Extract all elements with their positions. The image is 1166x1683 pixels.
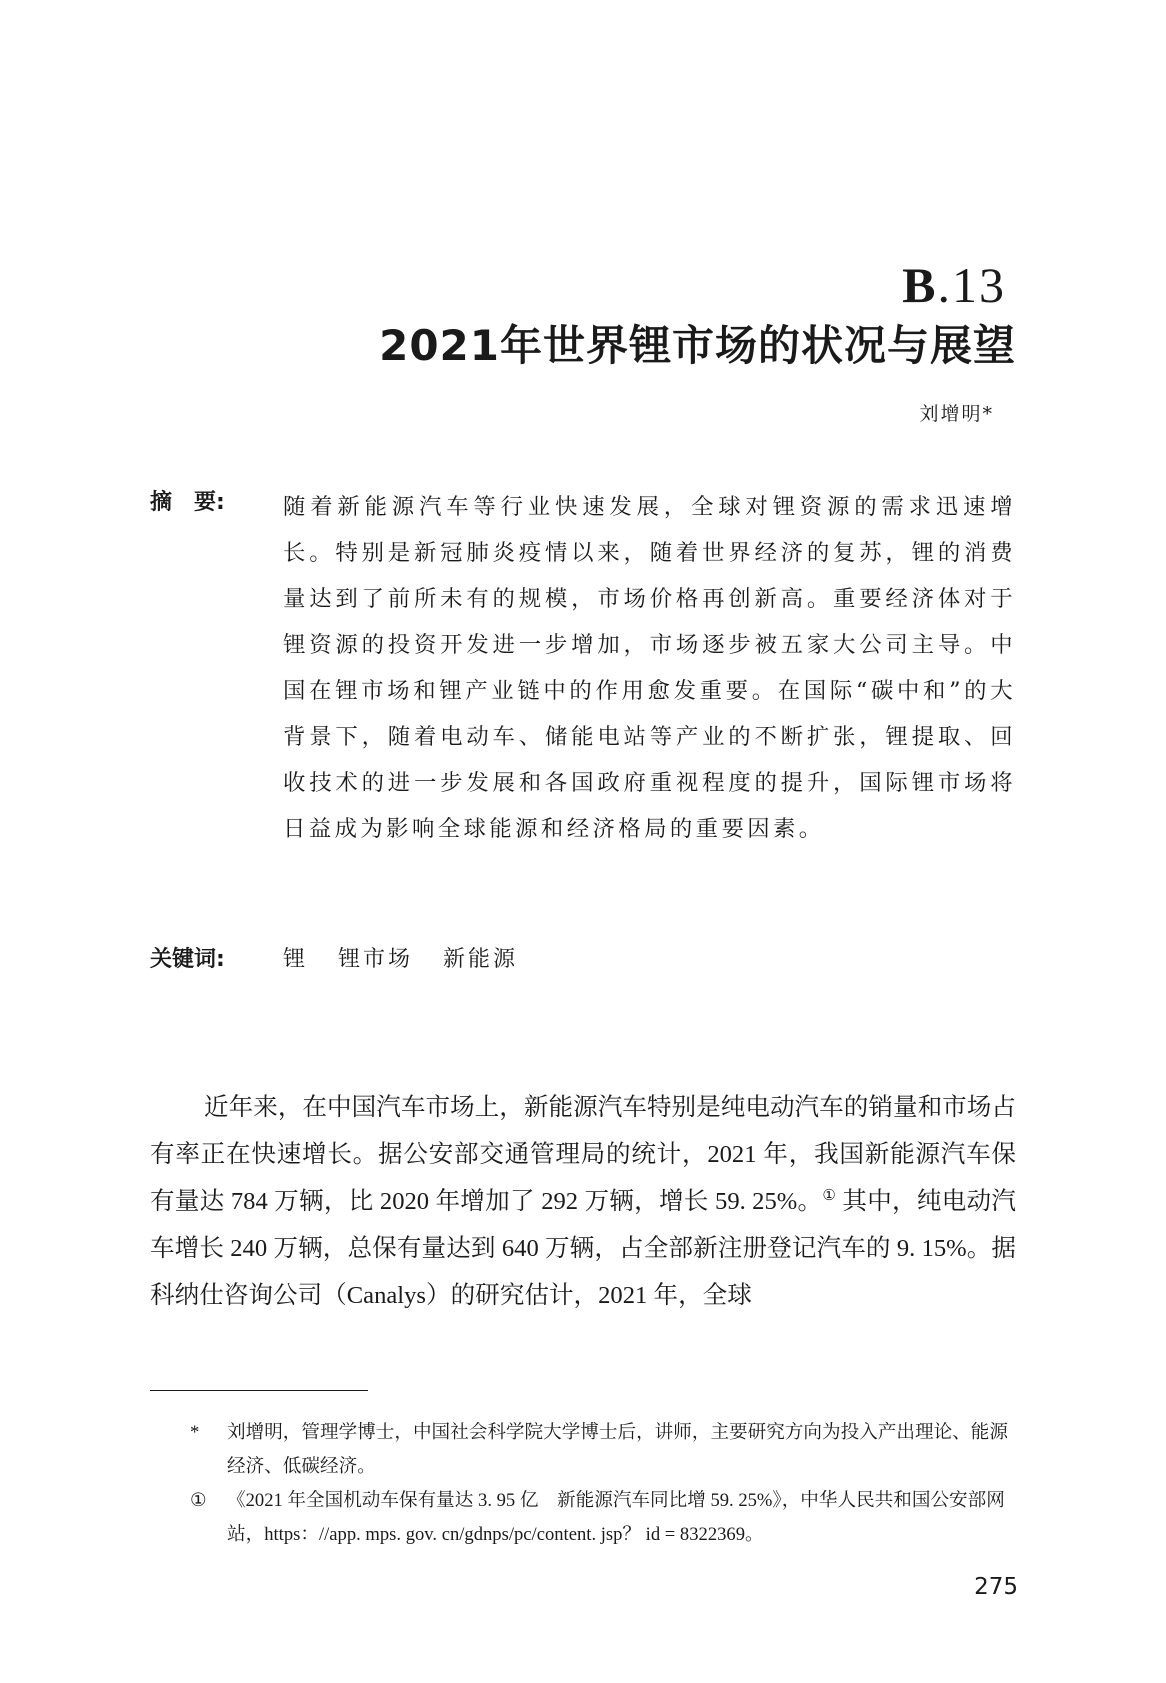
body-text-part-1: 近年来，在中国汽车市场上，新能源汽车特别是纯电动汽车的销量和市场占有率正在快速增长。据公安部交通管理局的统计，2021 年，我国新能源汽车保有量达 784 万辆，比 2020 年增加了 292 万辆，增长 59. 25%。: [150, 1094, 1016, 1215]
keyword-item: 新能源: [443, 947, 519, 972]
chapter-code: [902, 255, 1006, 315]
footnote-text: 刘增明，管理学博士，中国社会科学院大学博士后，讲师，主要研究方向为投入产出理论、能源经济、低碳经济。: [227, 1422, 1008, 1477]
body-paragraph: [150, 1084, 1016, 1319]
footnote-author: [190, 1416, 1020, 1484]
footnote-mark: ①: [190, 1490, 207, 1511]
footnote-1: [190, 1484, 1020, 1552]
footnote-mark: *: [190, 1422, 200, 1443]
abstract-label: 摘 要:: [150, 490, 225, 515]
keyword-item: 锂: [283, 947, 309, 972]
footnote-reference[interactable]: ①: [822, 1187, 836, 1204]
chapter-code-number: .13: [937, 257, 1006, 313]
chapter-title: 2021年世界锂市场的状况与展望: [379, 321, 1016, 370]
body-text-part-2: 其中，纯电动汽车增长 240 万辆，总保有量达到 640 万辆，占全部新注册登记汽车的 9. 15%。据科纳仕咨询公司（Canalys）的研究估计，2021 年，全球: [150, 1188, 1016, 1309]
keyword-item: 锂市场: [338, 947, 414, 972]
keywords-label: 关键词:: [150, 947, 225, 972]
footnote-divider: [150, 1390, 368, 1391]
abstract-text: 随着新能源汽车等行业快速发展，全球对锂资源的需求迅速增长。特别是新冠肺炎疫情以来，随着世界经济的复苏，锂的消费量达到了前所未有的规模，市场价格再创新高。重要经济体对于锂资源的投资开发进一步增加，市场逐步被五家大公司主导。中国在锂市场和锂产业链中的作用愈发重要。在国际“碳中和”的大背景下，随着电动车、储能电站等产业的不断扩张，锂提取、回收技术的进一步发展和各国政府重视程度的提升，国际锂市场将日益成为影响全球能源和经济格局的重要因素。: [283, 494, 1016, 842]
author-name: 刘增明*: [919, 403, 994, 425]
page-number: 275: [974, 1574, 1018, 1600]
footnote-text: 《2021 年全国机动车保有量达 3. 95 亿 新能源汽车同比增 59. 25%》，中华人民共和国公安部网站，https：//app. mps. gov. cn/gdnps/pc/content. jsp？ id = 8322369。: [227, 1490, 1005, 1545]
keywords-list: [283, 944, 548, 976]
chapter-code-letter: B: [902, 257, 938, 313]
